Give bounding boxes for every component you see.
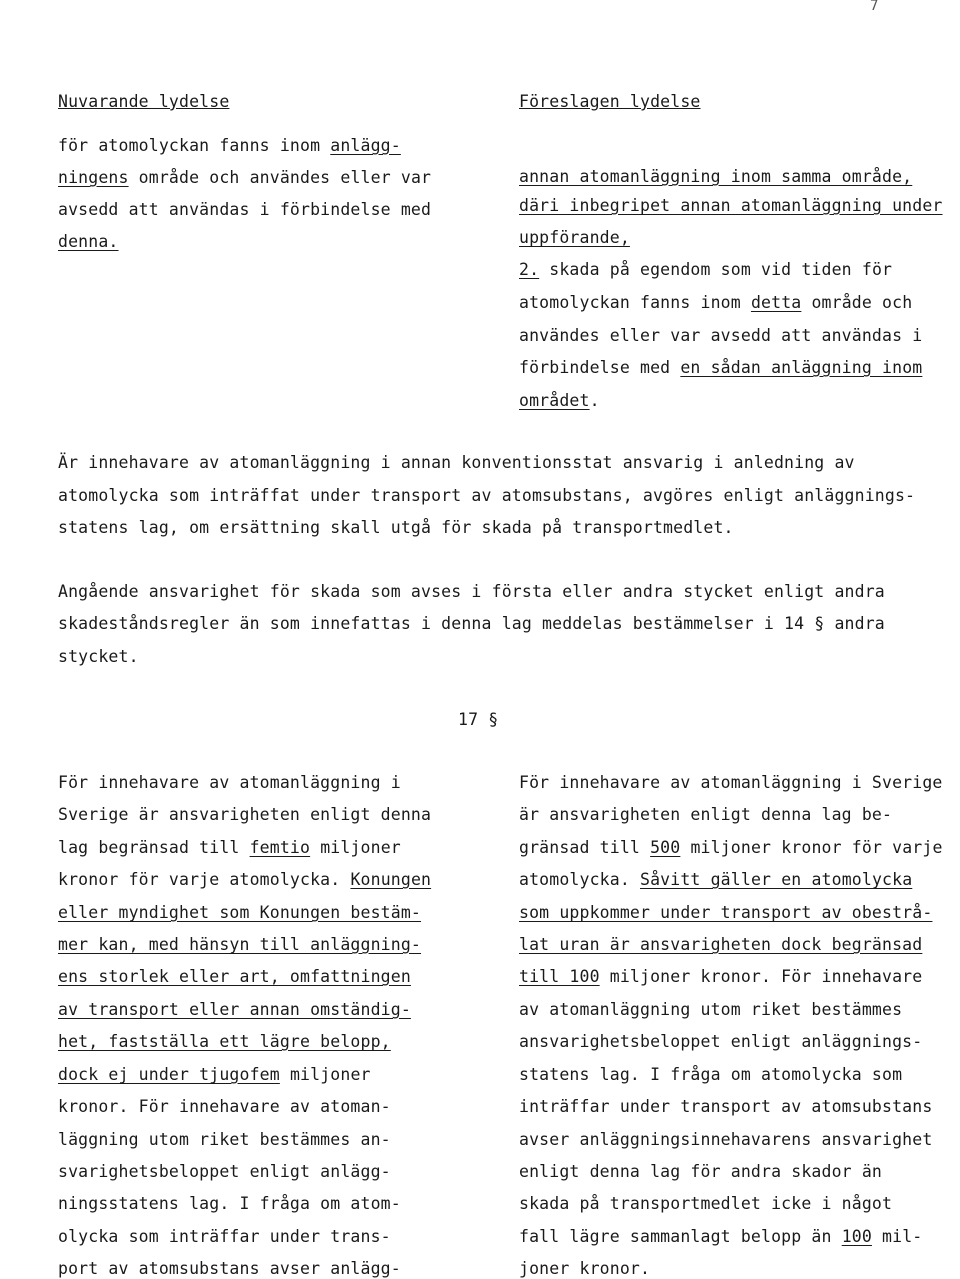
underlined-text: femtio: [249, 838, 311, 857]
text-line: kronor. För innehavare av atoman-: [58, 1097, 391, 1116]
text-line: skadeståndsregler än som innefattas i denna lag meddelas bestämmelser i 14 § andra: [58, 614, 885, 633]
text-line: [58, 1065, 371, 1084]
text-line: [58, 935, 421, 954]
text-line: [58, 1032, 391, 1051]
text-line: [519, 1227, 922, 1246]
text-line: [519, 838, 943, 857]
text-line: För innehavare av atomanläggning i: [58, 773, 401, 792]
text-line: skada på egendom som vid tiden för: [539, 260, 893, 279]
text-line: port av atomsubstans avser anlägg-: [58, 1259, 401, 1278]
text-line: lag begränsad till: [58, 838, 250, 857]
underlined-text: detta: [750, 293, 802, 312]
text-line: För innehavare av atomanläggning i Sverige: [519, 773, 943, 792]
text-line: miljoner: [279, 1065, 371, 1084]
header-current-wording: Nuvarande lydelse: [58, 92, 230, 111]
underlined-text: 100: [841, 1227, 872, 1246]
text-line: [519, 228, 630, 247]
text-line: är ansvarigheten enligt denna lag be-: [519, 805, 893, 824]
text-line: [519, 358, 922, 377]
text-line: olycka som inträffar under trans-: [58, 1227, 391, 1246]
text-line: läggning utom riket bestämmes an-: [58, 1130, 391, 1149]
underlined-text: dock ej under tjugofem: [58, 1065, 280, 1084]
underlined-text: området: [519, 391, 590, 410]
header-proposed-wording: Föreslagen lydelse: [519, 92, 701, 111]
text-line: [58, 1000, 411, 1019]
underlined-text: denna.: [58, 232, 119, 251]
text-line: miljoner kronor för varje: [680, 838, 943, 857]
text-line: statens lag, om ersättning skall utgå för skada på transportmedlet.: [58, 518, 734, 537]
text-line: mil-: [871, 1227, 923, 1246]
text-line: ansvarighetsbeloppet enligt anläggnings-: [519, 1032, 923, 1051]
underlined-text: ens storlek eller art, omfattningen: [58, 967, 411, 986]
underlined-text: Såvitt gäller en atomolycka: [640, 870, 913, 889]
text-line: [58, 838, 401, 857]
text-line: [519, 967, 922, 986]
text-line: användes eller var avsedd att användas i: [519, 326, 923, 345]
text-line: gränsad till: [519, 838, 651, 857]
text-line: statens lag. I fråga om atomolycka som: [519, 1065, 903, 1084]
text-line: område och användes eller var: [128, 168, 432, 187]
text-line: [519, 293, 912, 312]
text-line: avser anläggningsinnehavarens ansvarighet: [519, 1130, 933, 1149]
text-line: [519, 935, 922, 954]
text-line: [519, 260, 892, 279]
underlined-text: av transport eller annan omständig-: [58, 1000, 411, 1019]
text-line: .: [589, 391, 600, 410]
underlined-text: till 100: [519, 967, 600, 986]
text-line: stycket.: [58, 647, 139, 666]
underlined-text: en sådan anläggning inom: [680, 358, 923, 377]
underlined-text: het, fastställa ett lägre belopp,: [58, 1032, 391, 1051]
underlined-text: anlägg-: [330, 136, 401, 155]
text-line: [58, 168, 431, 187]
text-line: atomolycka som inträffat under transport av atomsubstans, avgöres enligt anläggnings-: [58, 486, 916, 505]
underlined-text: däri inbegripet annan atomanläggning under: [519, 196, 943, 215]
text-line: inträffar under transport av atomsubstans: [519, 1097, 933, 1116]
text-line: skada på transportmedlet icke i något: [519, 1194, 893, 1213]
text-line: förbindelse med: [519, 358, 681, 377]
text-line: för atomolyckan fanns inom: [58, 136, 331, 155]
text-line: [519, 870, 912, 889]
underlined-text: eller myndighet som Konungen bestäm-: [58, 903, 422, 922]
text-line: område och: [801, 293, 913, 312]
text-line: av atomanläggning utom riket bestämmes: [519, 1000, 903, 1019]
text-line: [519, 903, 932, 922]
underlined-text: uppförande,: [519, 228, 630, 247]
text-line: miljoner: [310, 838, 401, 857]
text-line: Angående ansvarighet för skada som avses i första eller andra stycket enligt andra: [58, 582, 885, 601]
underlined-text: Konungen: [350, 870, 432, 889]
text-line: [58, 903, 421, 922]
text-line: [519, 167, 912, 186]
text-line: [58, 870, 431, 889]
text-line: kronor för varje atomolycka.: [58, 870, 351, 889]
text-line: [58, 232, 119, 251]
underlined-text: 500: [650, 838, 681, 857]
text-line: atomolycka.: [519, 870, 641, 889]
page-mark: 7: [870, 0, 879, 14]
underlined-text: annan atomanläggning inom samma område,: [519, 167, 913, 186]
underlined-text: ningens: [58, 168, 129, 187]
text-line: [58, 136, 401, 155]
text-line: Sverige är ansvarigheten enligt denna: [58, 805, 432, 824]
underlined-text: lat uran är ansvarigheten dock begränsad: [519, 935, 923, 954]
text-line: [519, 196, 943, 215]
text-line: atomolyckan fanns inom: [519, 293, 751, 312]
underlined-text: som uppkommer under transport av obestrå-: [519, 903, 933, 922]
text-line: miljoner kronor. För innehavare: [599, 967, 923, 986]
text-line: [519, 391, 600, 410]
text-line: avsedd att användas i förbindelse med: [58, 200, 432, 219]
text-line: Är innehavare av atomanläggning i annan konventionsstat ansvarig i anledning av: [58, 453, 855, 472]
text-line: [58, 967, 411, 986]
underlined-text: 2.: [519, 260, 540, 279]
section-heading: 17 §: [458, 710, 499, 729]
underlined-text: mer kan, med hänsyn till anläggning-: [58, 935, 422, 954]
text-line: joner kronor.: [519, 1259, 651, 1278]
text-line: svarighetsbeloppet enligt anlägg-: [58, 1162, 391, 1181]
text-line: enligt denna lag för andra skador än: [519, 1162, 883, 1181]
text-line: fall lägre sammanlagt belopp än: [519, 1227, 842, 1246]
text-line: ningsstatens lag. I fråga om atom-: [58, 1194, 401, 1213]
